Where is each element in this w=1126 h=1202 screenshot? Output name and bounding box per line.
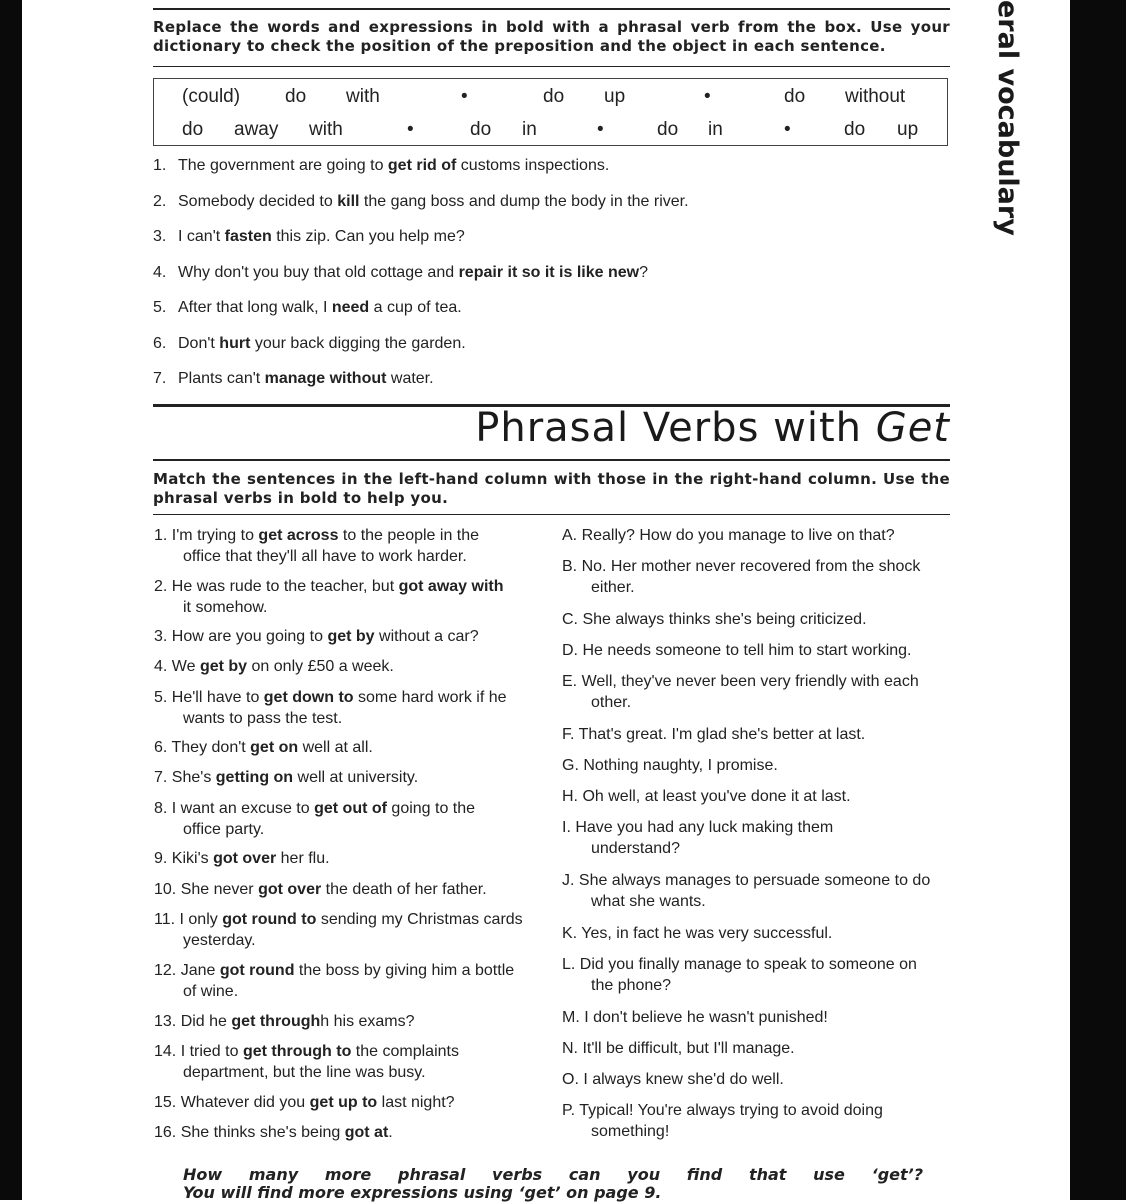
instruction-rule <box>153 66 950 67</box>
item-number: 4. <box>153 263 167 281</box>
line-1 <box>154 527 479 544</box>
box-word: with <box>309 119 343 140</box>
right-sentence <box>562 556 957 598</box>
line-1 <box>154 769 418 786</box>
bold-phrase: getting on <box>215 769 294 786</box>
left-sentence <box>154 1122 549 1143</box>
item-number: 5. <box>153 299 167 316</box>
right-black-border <box>1070 0 1126 1200</box>
left-sentence <box>154 767 549 788</box>
text-run: this zip. Can you help me? <box>271 228 465 245</box>
text-run: to the people in the <box>338 527 480 544</box>
line-1: G. Nothing naughty, I promise. <box>562 757 778 774</box>
left-sentence <box>154 656 549 677</box>
right-sentence <box>562 755 957 776</box>
text-run: 16. She thinks she's being <box>154 1124 345 1141</box>
line-1: M. I don't believe he wasn't punished! <box>562 1009 828 1026</box>
sentence-item <box>153 157 609 175</box>
bold-phrase: get rid of <box>387 157 457 174</box>
line-2: something! <box>591 1123 670 1140</box>
heading-text: Phrasal Verbs with <box>475 405 876 451</box>
text-run: last night? <box>377 1094 455 1111</box>
text-run: 2. He was rude to the teacher, but <box>154 578 399 595</box>
box-word: without <box>845 86 906 107</box>
line-2: of wine. <box>183 983 239 1000</box>
line-1 <box>154 962 514 979</box>
line-1: P. Typical! You're always trying to avoid doing <box>562 1102 883 1119</box>
text-run: the death of her father. <box>321 881 487 898</box>
exercise1-instruction: Replace the words and expressions in bold with a phrasal verb from the box. Use your dictionary to check the position of the preposition and the object in each sentence. <box>153 18 950 55</box>
bold-phrase: get out of <box>314 800 387 817</box>
top-rule <box>153 8 950 10</box>
right-sentence <box>562 640 957 661</box>
line-2: what she wants. <box>591 893 706 910</box>
item-number: 3. <box>153 228 167 245</box>
bold-phrase: get by <box>327 628 375 645</box>
text-run: h his exams? <box>320 1013 415 1030</box>
line-2: department, but the line was busy. <box>183 1064 426 1081</box>
text-run: The government are going to <box>178 157 388 174</box>
sentence-item <box>153 370 434 388</box>
text-run: water. <box>386 370 434 387</box>
text-run: 6. They don't <box>154 739 251 756</box>
bold-phrase: got away with <box>398 578 504 595</box>
bold-phrase: get on <box>250 739 299 756</box>
bullet-separator: • <box>784 119 791 140</box>
bold-phrase: kill <box>337 192 360 210</box>
text-run: ? <box>639 263 648 281</box>
box-word: (could) <box>182 86 241 107</box>
item-number: 1. <box>153 157 167 174</box>
bold-phrase: got at <box>344 1124 389 1141</box>
line-1 <box>154 1124 393 1141</box>
line-1: I. Have you had any luck making them <box>562 819 834 836</box>
left-black-border <box>0 0 22 1200</box>
left-sentence <box>154 798 549 840</box>
box-word: do <box>784 86 806 107</box>
bold-phrase: get across <box>258 527 339 544</box>
sentence-item <box>153 299 462 317</box>
heading-bottom-rule <box>153 459 950 461</box>
line-1: H. Oh well, at least you've done it at last. <box>562 788 851 805</box>
text-run: the gang boss and dump the body in the river. <box>359 192 689 210</box>
text-run: 4. We <box>154 658 200 675</box>
bold-phrase: got over <box>213 850 277 867</box>
left-sentence <box>154 848 549 869</box>
text-run: Why don't you buy that old cottage and <box>178 263 459 281</box>
box-word: do <box>657 119 679 140</box>
right-sentence <box>562 817 957 859</box>
right-sentence <box>562 1100 957 1142</box>
line-1 <box>154 800 475 817</box>
instruction2-rule <box>153 514 950 515</box>
left-sentence <box>154 879 549 900</box>
line-1: E. Well, they've never been very friendly with each <box>562 673 919 690</box>
section-heading <box>153 405 950 451</box>
box-word: away <box>234 119 279 140</box>
sentence-item <box>153 193 689 211</box>
box-word: in <box>522 119 537 140</box>
line-2: the phone? <box>591 977 672 994</box>
box-word: up <box>604 86 626 107</box>
text-run: 8. I want an excuse to <box>154 800 315 817</box>
box-word: do <box>844 119 866 140</box>
right-sentence <box>562 1069 957 1090</box>
left-sentence <box>154 737 549 758</box>
text-run: 12. Jane <box>154 962 220 979</box>
text-run: a cup of tea. <box>369 299 462 316</box>
line-1 <box>154 1043 459 1060</box>
line-1 <box>154 739 373 756</box>
bold-phrase: repair it so it is like new <box>458 263 640 281</box>
item-number: 6. <box>153 334 167 352</box>
right-sentence <box>562 1007 957 1028</box>
line-1 <box>154 850 330 867</box>
box-word: do <box>543 86 565 107</box>
bullet-separator: • <box>704 86 711 107</box>
line-1: C. She always thinks she's being criticized. <box>562 611 867 628</box>
text-run: on only £50 a week. <box>247 658 394 675</box>
line-2: it somehow. <box>183 599 268 616</box>
bold-phrase: get down to <box>263 689 354 706</box>
text-run: . <box>388 1124 393 1141</box>
line-2: office that they'll all have to work harder. <box>183 548 467 565</box>
box-word: do <box>285 86 307 107</box>
bold-phrase: get through <box>231 1013 321 1030</box>
text-run: going to the <box>386 800 476 817</box>
heading-italic-word: Get <box>875 405 950 451</box>
box-word: in <box>708 119 723 140</box>
line-1 <box>154 628 479 645</box>
left-sentence <box>154 576 549 618</box>
line-1: B. No. Her mother never recovered from the shock <box>562 558 921 575</box>
sentence-item <box>153 264 648 282</box>
text-run: the boss by giving him a bottle <box>294 962 515 979</box>
right-sentence <box>562 954 957 996</box>
right-sentence <box>562 1038 957 1059</box>
line-1: L. Did you finally manage to speak to someone on <box>562 956 917 973</box>
line-2: understand? <box>591 840 680 857</box>
right-sentence <box>562 609 957 630</box>
right-sentence <box>562 923 957 944</box>
line-1: F. That's great. I'm glad she's better at last. <box>562 726 866 743</box>
text-run: 14. I tried to <box>154 1043 243 1060</box>
right-sentence <box>562 786 957 807</box>
line-1 <box>154 578 504 595</box>
line-1: N. It'll be difficult, but I'll manage. <box>562 1040 795 1057</box>
box-word: do <box>182 119 204 140</box>
text-run: the complaints <box>351 1043 459 1060</box>
bold-phrase: got round <box>219 962 295 979</box>
text-run: her flu. <box>276 850 330 867</box>
left-sentence <box>154 525 549 567</box>
text-run: well at all. <box>298 739 373 756</box>
bold-phrase: get up to <box>309 1094 378 1111</box>
right-sentence <box>562 525 957 546</box>
bullet-separator: • <box>597 119 604 140</box>
right-sentence <box>562 870 957 912</box>
bold-phrase: fasten <box>224 228 272 245</box>
left-sentence <box>154 687 549 729</box>
exercise2-instruction: Match the sentences in the left-hand column with those in the right-hand column. Use the phrasal verbs in bold to help you. <box>153 470 950 507</box>
line-1: J. She always manages to persuade someone to do <box>562 872 931 889</box>
left-sentence <box>154 1011 549 1032</box>
text-run: customs inspections. <box>456 157 610 174</box>
text-run: 15. Whatever did you <box>154 1094 310 1111</box>
text-run: 3. How are you going to <box>154 628 328 645</box>
line-2: either. <box>591 579 635 596</box>
line-1 <box>154 911 523 928</box>
text-run: 5. He'll have to <box>154 689 264 706</box>
bold-phrase: hurt <box>219 334 251 352</box>
line-1: D. He needs someone to tell him to start working. <box>562 642 912 659</box>
text-run: 9. Kiki's <box>154 850 214 867</box>
text-run: 10. She never <box>154 881 259 898</box>
text-run: Somebody decided to <box>178 192 338 210</box>
line-2: yesterday. <box>183 932 256 949</box>
phrasal-verb-box <box>153 78 948 146</box>
bullet-separator: • <box>407 119 414 140</box>
bold-phrase: got over <box>258 881 322 898</box>
text-run: sending my Christmas cards <box>316 911 523 928</box>
item-number: 2. <box>153 192 167 210</box>
text-run: 13. Did he <box>154 1013 232 1030</box>
left-sentence <box>154 960 549 1002</box>
line-1: K. Yes, in fact he was very successful. <box>562 925 833 942</box>
line-2: office party. <box>183 821 265 838</box>
line-1 <box>154 658 394 675</box>
text-run: 1. I'm trying to <box>154 527 259 544</box>
text-run: some hard work if he <box>353 689 507 706</box>
box-word: do <box>470 119 492 140</box>
side-section-title: eral vocabulary <box>992 0 1023 236</box>
item-number: 7. <box>153 370 167 387</box>
box-word: up <box>897 119 919 140</box>
line-1 <box>154 1013 415 1030</box>
left-sentence <box>154 909 549 951</box>
line-2: other. <box>591 694 632 711</box>
text-run: without a car? <box>374 628 479 645</box>
line-1: O. I always knew she'd do well. <box>562 1071 784 1088</box>
line-1 <box>154 881 487 898</box>
text-run: 7. She's <box>154 769 216 786</box>
left-sentence <box>154 1041 549 1083</box>
bold-phrase: get through to <box>242 1043 352 1060</box>
footer-question: How many more phrasal verbs can you find that use ‘get’? <box>183 1165 923 1184</box>
box-word: with <box>346 86 380 107</box>
right-sentence <box>562 671 957 713</box>
text-run: Don't <box>178 334 220 352</box>
bold-phrase: need <box>331 299 370 316</box>
text-run: I can't <box>178 228 225 245</box>
bold-phrase: manage without <box>264 370 387 387</box>
text-run: your back digging the garden. <box>250 334 466 352</box>
bullet-separator: • <box>461 86 468 107</box>
left-sentence <box>154 626 549 647</box>
line-1: A. Really? How do you manage to live on that? <box>562 527 895 544</box>
text-run: well at university. <box>293 769 419 786</box>
bold-phrase: get by <box>199 658 248 675</box>
left-sentence <box>154 1092 549 1113</box>
line-1 <box>154 1094 455 1111</box>
sentence-item <box>153 228 465 246</box>
bold-phrase: got round to <box>222 911 317 928</box>
text-run: 11. I only <box>154 911 223 928</box>
text-run: After that long walk, I <box>178 299 332 316</box>
sentence-item <box>153 335 466 353</box>
footer-note: You will find more expressions using ‘get’ on page 9. <box>183 1183 662 1202</box>
line-2: wants to pass the test. <box>183 710 343 727</box>
right-sentence <box>562 724 957 745</box>
text-run: Plants can't <box>178 370 265 387</box>
line-1 <box>154 689 507 706</box>
